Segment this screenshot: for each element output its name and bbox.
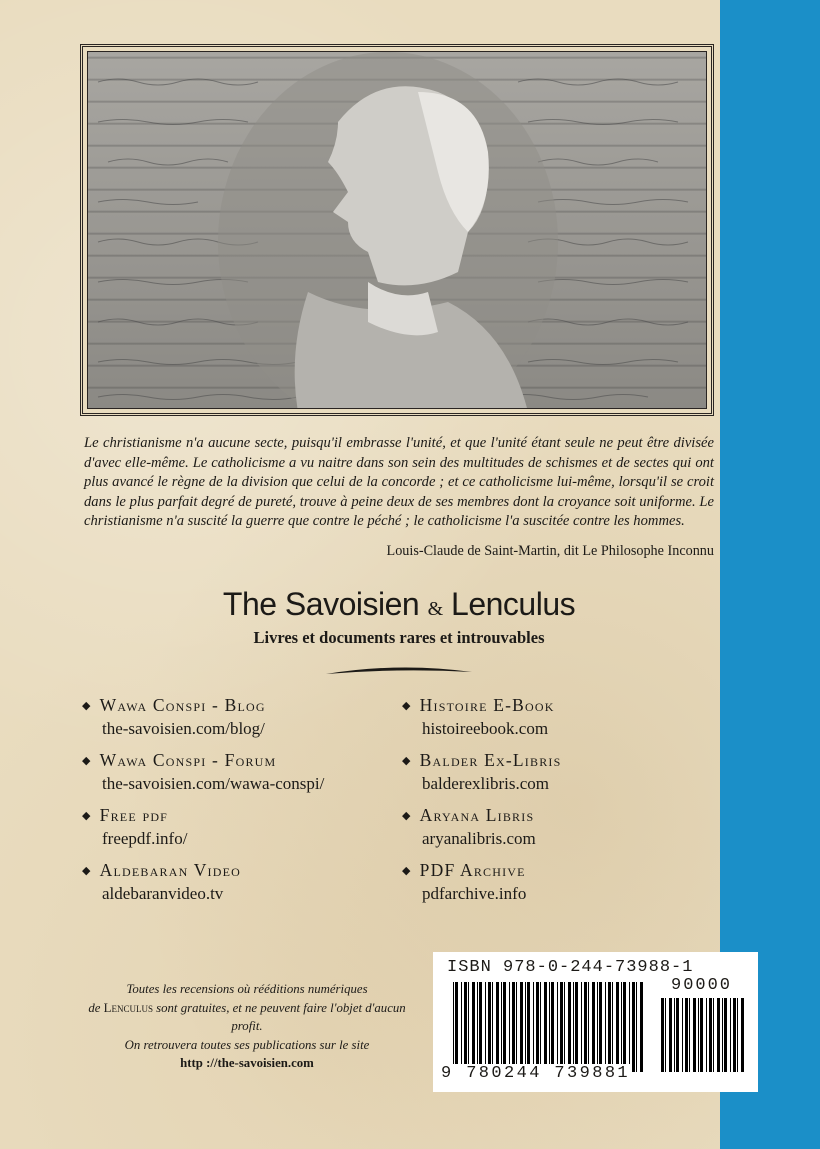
barcode-bar (549, 982, 550, 1072)
barcode-bar (599, 982, 602, 1072)
barcode-bar (689, 998, 690, 1072)
barcode-bar (709, 998, 712, 1072)
barcode-bar (636, 982, 637, 1072)
link-url[interactable]: balderexlibris.com (422, 774, 549, 793)
barcode-bar (464, 982, 467, 1072)
barcode-bar (501, 982, 502, 1072)
link-url[interactable]: the-savoisien.com/wawa-conspi/ (102, 774, 325, 793)
link-url[interactable]: the-savoisien.com/blog/ (102, 719, 265, 738)
barcode-bar (722, 998, 723, 1072)
link-url[interactable]: freepdf.info/ (102, 829, 188, 848)
barcode-bar (665, 998, 666, 1072)
barcode-bar (608, 982, 611, 1072)
barcode-bar (616, 982, 619, 1072)
footer-url[interactable]: http ://the-savoisien.com (180, 1056, 314, 1070)
barcode-bar (479, 982, 482, 1072)
barcode-bar (700, 998, 703, 1072)
barcode-bar (455, 982, 458, 1072)
barcode-bar (525, 982, 526, 1072)
barcode-bar (568, 982, 571, 1072)
link-title: Wawa Conspi - Forum (99, 750, 277, 770)
barcode-bar (575, 982, 578, 1072)
isbn-label: ISBN 978-0-244-73988-1 (447, 958, 694, 977)
barcode-bar (724, 998, 727, 1072)
barcode-bar (693, 998, 696, 1072)
barcode-bar (581, 982, 582, 1072)
barcode-bar (551, 982, 554, 1072)
barcode-bar (584, 982, 587, 1072)
barcode-bar (536, 982, 539, 1072)
link-url[interactable]: histoireebook.com (422, 719, 549, 738)
footer-line-2: de Lenculus sont gratuites, et ne peuvent faire l'objet d'aucun profit. (88, 1000, 406, 1033)
isbn-barcode (433, 952, 758, 1092)
quote-text: Le christianisme n'a aucune secte, puisqu'il embrasse l'unité, et que l'unité étant seule ne peut être divisée d'avec elle-même. Le catholicisme a vu naitre dans son sein des multitudes de schismes et de sectes qui ont plus avancé le règne de la division que celui de la concorde ; et ce catholicisme lui-même, lorsqu'il se croit dans le plus parfait degré de pureté, trouve à peine deux de ses membres dont la croyance soit uniforme. Le christianisme n'a suscité la guerre que contre le péché ; le catholicisme l'a suscitée contre les hommes. (84, 435, 714, 530)
barcode-bar (717, 998, 720, 1072)
barcode-bar (461, 982, 462, 1072)
barcode-bar (632, 982, 635, 1072)
link-list-right (402, 694, 732, 914)
price-code: 90000 (671, 976, 733, 995)
brand-name-left: The Savoisien (222, 586, 420, 622)
portrait-image (87, 51, 707, 409)
link-list-left (82, 694, 412, 914)
link-item[interactable] (82, 749, 412, 796)
barcode-bar (564, 982, 565, 1072)
barcode-bar (713, 998, 714, 1072)
barcode-bar (492, 982, 493, 1072)
barcode-bar (453, 982, 454, 1072)
barcode-bar (706, 998, 707, 1072)
barcode-bar (544, 982, 547, 1072)
barcode-bar (640, 982, 643, 1072)
diamond-bullet-icon: ◆ (402, 865, 412, 877)
barcode-bar (597, 982, 598, 1072)
barcode-bar (588, 982, 589, 1072)
barcode-bar (496, 982, 499, 1072)
diamond-bullet-icon: ◆ (82, 700, 92, 712)
barcode-bar (605, 982, 606, 1072)
link-title: Aldebaran Video (99, 860, 241, 880)
link-item[interactable] (82, 859, 412, 906)
barcode-bar (676, 998, 679, 1072)
brand-name-right: Lenculus (451, 586, 576, 622)
portrait-illustration (88, 52, 707, 409)
link-title: Histoire E-Book (419, 695, 555, 715)
barcode-bar (477, 982, 478, 1072)
link-item[interactable] (402, 859, 732, 906)
barcode-bar (468, 982, 469, 1072)
footer-line-3: On retrouvera toutes ses publications sur le site (124, 1037, 370, 1052)
diamond-bullet-icon: ◆ (82, 755, 92, 767)
link-url[interactable]: pdfarchive.info (422, 884, 527, 903)
barcode-bar (527, 982, 530, 1072)
barcode-bar (472, 982, 475, 1072)
barcode-bar (682, 998, 683, 1072)
footer-name: Lenculus (103, 1000, 153, 1015)
link-url[interactable]: aldebaranvideo.tv (102, 884, 224, 903)
barcode-bar (488, 982, 491, 1072)
barcode-bar (573, 982, 574, 1072)
barcode-bar (629, 982, 630, 1072)
barcode-bar (730, 998, 731, 1072)
barcode-bar (592, 982, 595, 1072)
link-item[interactable] (82, 804, 412, 851)
barcode-bar (516, 982, 517, 1072)
diamond-bullet-icon: ◆ (82, 810, 92, 822)
link-item[interactable] (402, 749, 732, 796)
barcode-bar (621, 982, 622, 1072)
barcode-bar (733, 998, 736, 1072)
barcode-bar (509, 982, 510, 1072)
barcode-bar (737, 998, 738, 1072)
diamond-bullet-icon: ◆ (402, 755, 412, 767)
barcode-bar (669, 998, 672, 1072)
barcode-bar (520, 982, 523, 1072)
link-title: Aryana Libris (419, 805, 535, 825)
link-title: Wawa Conspi - Blog (99, 695, 266, 715)
barcode-bar (560, 982, 563, 1072)
link-item[interactable] (82, 694, 412, 741)
diamond-bullet-icon: ◆ (402, 700, 412, 712)
portrait-frame (80, 44, 714, 416)
footer-line-1: Toutes les recensions où rééditions numériques (126, 982, 368, 996)
link-item[interactable] (402, 694, 732, 741)
barcode-bar (623, 982, 626, 1072)
decorative-swash (324, 660, 474, 680)
link-title: PDF Archive (419, 860, 526, 880)
diamond-bullet-icon: ◆ (402, 810, 412, 822)
barcode-bar (557, 982, 558, 1072)
quote-attribution: Louis-Claude de Saint-Martin, dit Le Philosophe Inconnu (386, 543, 714, 559)
link-url[interactable]: aryanalibris.com (422, 829, 536, 848)
link-title: Balder Ex-Libris (419, 750, 562, 770)
barcode-bar (540, 982, 541, 1072)
barcode-bar (698, 998, 699, 1072)
publisher-brand (84, 586, 714, 623)
barcode-bar (533, 982, 534, 1072)
link-item[interactable] (402, 804, 732, 851)
brand-tagline: Livres et documents rares et introuvables (253, 628, 545, 647)
footer-note (82, 980, 412, 1073)
barcode-bar (661, 998, 664, 1072)
diamond-bullet-icon: ◆ (82, 865, 92, 877)
link-title: Free pdf (99, 805, 169, 825)
barcode-bar (674, 998, 675, 1072)
barcode-bar (685, 998, 688, 1072)
barcode-bar (485, 982, 486, 1072)
barcode-bar (503, 982, 506, 1072)
barcode-bar (612, 982, 613, 1072)
barcode-bar (741, 998, 744, 1072)
brand-ampersand: & (427, 598, 443, 620)
ean-digits: 9 780244 739881 (441, 1064, 631, 1083)
barcode-bar (512, 982, 515, 1072)
